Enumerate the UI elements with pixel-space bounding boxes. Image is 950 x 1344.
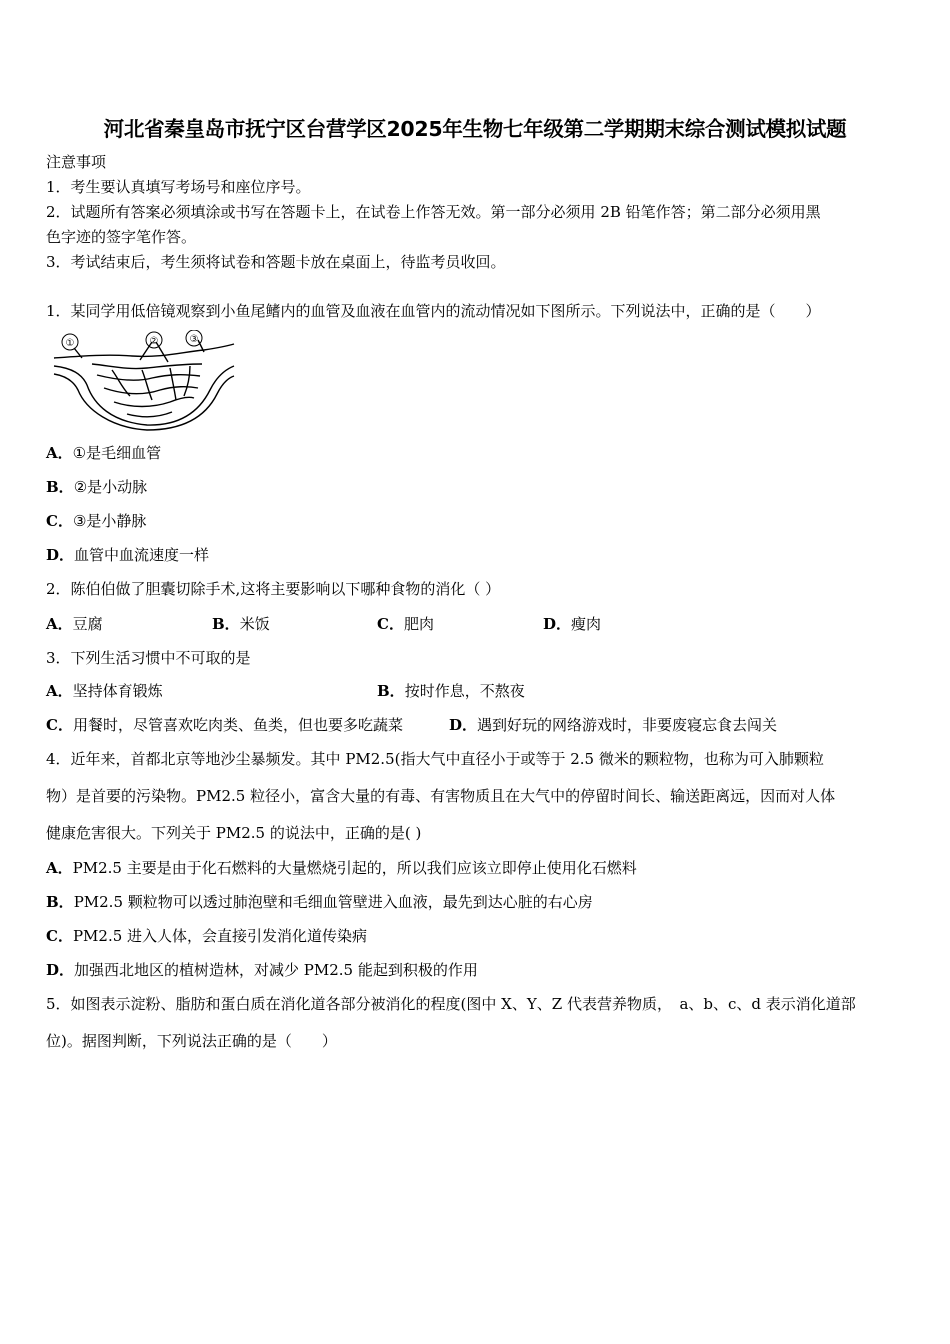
exam-title: 河北省秦皇岛市抚宁区台营学区2025年生物七年级第二学期期末综合测试模拟试题 (103, 117, 847, 141)
figure-label-1: ① (65, 338, 75, 349)
notice-heading: 注意事项 (46, 153, 107, 171)
q1-option-a: A．①是毛细血管 (46, 444, 162, 462)
q3-stem: 3．下列生活习惯中不可取的是 (46, 649, 251, 667)
q4-option-d: D．加强西北地区的植树造林，对减少 PM2.5 能起到积极的作用 (46, 961, 478, 979)
notice-item: 色字迹的签字笔作答。 (46, 228, 197, 246)
q5-stem-line: 5．如图表示淀粉、脂肪和蛋白质在消化道各部分被消化的程度(图中 X、Y、Z 代表营养物质， a、b、c、d 表示消化道部 (46, 995, 856, 1013)
q2-option-d: D．瘦肉 (543, 615, 602, 633)
q2-option-c: C．肥肉 (377, 615, 434, 633)
blood-vessel-figure (52, 330, 242, 432)
figure-label-3: ③ (189, 334, 199, 345)
q4-option-b: B．PM2.5 颗粒物可以透过肺泡壁和毛细血管壁进入血液，最先到达心脏的右心房 (46, 893, 593, 911)
q3-option-d: D．遇到好玩的网络游戏时，非要废寝忘食去闯关 (449, 716, 778, 734)
q2-option-b: B．米饭 (212, 615, 270, 633)
q2-option-a: A．豆腐 (46, 615, 103, 633)
q1-option-c: C．③是小静脉 (46, 512, 147, 530)
q3-option-b: B．按时作息，不熬夜 (377, 682, 525, 700)
q5-stem-line: 位)。据图判断，下列说法正确的是（ ） (46, 1032, 337, 1050)
q3-option-a: A．坚持体育锻炼 (46, 682, 163, 700)
q2-stem: 2．陈伯伯做了胆囊切除手术,这将主要影响以下哪种食物的消化（ ） (46, 580, 501, 598)
q4-option-c: C．PM2.5 进入人体，会直接引发消化道传染病 (46, 927, 368, 945)
q3-option-c: C．用餐时，尽管喜欢吃肉类、鱼类，但也要多吃蔬菜 (46, 716, 403, 734)
notice-item: 3．考试结束后，考生须将试卷和答题卡放在桌面上，待监考员收回。 (46, 253, 506, 271)
figure-label-2: ② (149, 336, 159, 347)
q4-option-a: A．PM2.5 主要是由于化石燃料的大量燃烧引起的，所以我们应该立即停止使用化石燃料 (46, 859, 637, 877)
q1-option-b: B．②是小动脉 (46, 478, 148, 496)
notice-item: 2．试题所有答案必须填涂或书写在答题卡上，在试卷上作答无效。第一部分必须用 2B 铅笔作答；第二部分必须用黑 (46, 203, 821, 221)
q4-stem-line: 健康危害很大。下列关于 PM2.5 的说法中，正确的是( ) (46, 824, 422, 842)
q4-stem-line: 物）是首要的污染物。PM2.5 粒径小，富含大量的有毒、有害物质且在大气中的停留时间长、输送距离远，因而对人体 (46, 787, 836, 805)
notice-item: 1．考生要认真填写考场号和座位序号。 (46, 178, 311, 196)
q4-stem-line: 4．近年来，首都北京等地沙尘暴频发。其中 PM2.5(指大气中直径小于或等于 2.5 微米的颗粒物，也称为可入肺颗粒 (46, 750, 824, 768)
q1-stem: 1．某同学用低倍镜观察到小鱼尾鳍内的血管及血液在血管内的流动情况如下图所示。下列说法中，正确的是（ ） (46, 302, 821, 320)
q1-option-d: D．血管中血流速度一样 (46, 546, 210, 564)
